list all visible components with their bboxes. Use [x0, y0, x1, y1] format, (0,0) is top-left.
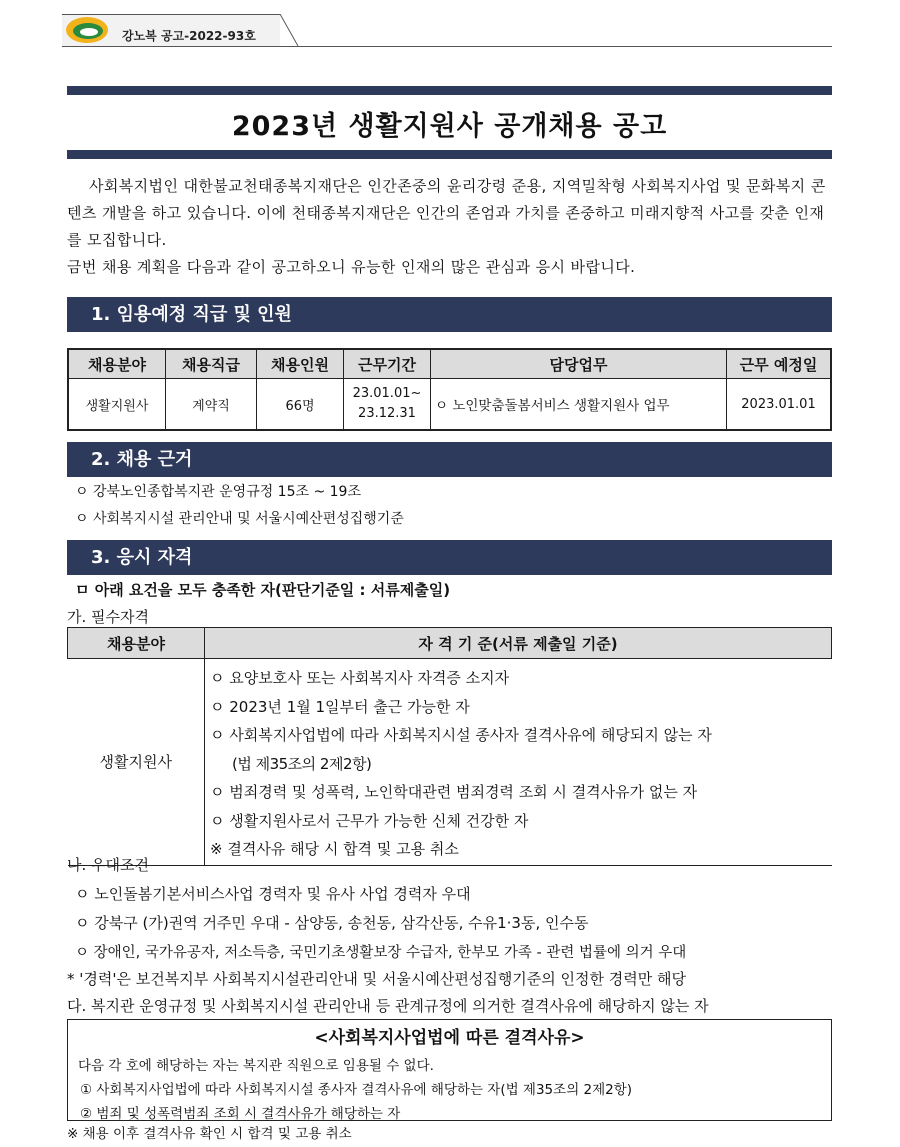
qualification-header-row [68, 628, 832, 659]
intro-paragraph: 사회복지법인 대한불교천태종복지재단은 인간존중의 윤리강령 준용, 지역밀착형 사회복지사업 및 문화복지 콘텐츠 개발을 하고 있습니다. 이에 천태종복지재단은 인간의 존엄과 가치를 존중하고 미래지향적 사고를 갖춘 인재를 모집합니다. [67, 177, 826, 249]
list-item: ㅇ 요양보호사 또는 사회복지사 자격증 소지자 [210, 669, 510, 687]
box-intro: 다음 각 호에 해당하는 자는 복지관 직원으로 임용될 수 없다. [78, 1058, 434, 1074]
col-start-date: 근무 예정일 [727, 349, 832, 379]
box-title: <사회복지사업법에 따른 결격사유> [314, 1028, 585, 1048]
notice-number: 강노복 공고-2022-93호 [122, 29, 256, 43]
cell-start-date: 2023.01.01 [727, 379, 832, 431]
table-row [68, 659, 832, 866]
foundation-logo-icon [64, 14, 110, 46]
col-period: 근무기간 [344, 349, 431, 379]
preference-item-1: ㅇ 노인돌봄기본서비스사업 경력자 및 유사 사업 경력자 우대 [75, 885, 471, 903]
list-item: ※ 결격사유 해당 시 합격 및 고용 취소 [210, 840, 459, 858]
sub-heading-preference: 나. 우대조건 [67, 856, 149, 874]
header-tab-slant [280, 14, 300, 47]
col-count: 채용인원 [257, 349, 344, 379]
box-item-1: ① 사회복지사업법에 따라 사회복지시설 종사자 결격사유에 해당하는 자(법 제35조의 2제2항) [80, 1082, 633, 1098]
table-header-row [68, 349, 831, 379]
list-item: ㅇ 생활지원사로서 근무가 가능한 신체 건강한 자 [210, 811, 529, 830]
qual-cell-criteria [205, 659, 832, 866]
position-table [67, 348, 832, 431]
title-top-bar [67, 86, 832, 95]
qual-cell-field: 생활지원사 [68, 659, 205, 866]
preference-item-3: ㅇ 장애인, 국가유공자, 저소득층, 국민기초생활보장 수급자, 한부모 가족 - 관련 법률에 의거 우대 [75, 945, 687, 961]
criteria-list [206, 660, 831, 864]
table-row [68, 379, 831, 431]
cell-count: 66명 [257, 379, 344, 431]
cell-field: 생활지원사 [68, 379, 166, 431]
col-grade: 채용직급 [166, 349, 257, 379]
title-bottom-bar [67, 150, 832, 159]
basis-item-1: ㅇ 강북노인종합복지관 운영규정 15조 ~ 19조 [75, 484, 361, 500]
list-item: ㅇ 범죄경력 및 성폭력, 노인학대관련 범죄경력 조회 시 결격사유가 없는 자 [210, 783, 698, 801]
section-3-heading: 3. 응시 자격 [67, 540, 832, 575]
header-rule [62, 46, 832, 47]
cell-period [344, 379, 431, 431]
qual-col-criteria: 자 격 기 준(서류 제출일 기준) [205, 628, 832, 659]
list-item: (법 제35조의 2제2항) [232, 754, 372, 773]
sub-heading-required: 가. 필수자격 [67, 608, 149, 626]
col-field: 채용분야 [68, 349, 166, 379]
section-2-heading: 2. 채용 근거 [67, 442, 832, 477]
qualification-condition: ㅁ 아래 요건을 모두 충족한 자(판단기준일 : 서류제출일) [75, 581, 451, 599]
qualification-table [67, 627, 832, 866]
intro-closing: 금번 채용 계획을 다음과 같이 공고하오니 유능한 인재의 많은 관심과 응시 바랍니다. [67, 258, 636, 276]
box-item-2: ② 범죄 및 성폭력범죄 조회 시 결격사유가 해당하는 자 [80, 1106, 401, 1122]
basis-item-2: ㅇ 사회복지시설 관리안내 및 서울시예산편성집행기준 [75, 511, 404, 527]
list-item: ㅇ 2023년 1월 1일부터 출근 가능한 자 [210, 697, 470, 716]
section-1-heading: 1. 임용예정 직급 및 인원 [67, 297, 832, 332]
career-note: * '경력'은 보건복지부 사회복지시설관리안내 및 서울시예산편성집행기준의 인정한 경력만 해당 [67, 970, 687, 988]
list-item: ㅇ 사회복지사업법에 따라 사회복지시설 종사자 결격사유에 해당되지 않는 자 [210, 726, 712, 744]
preference-item-2: ㅇ 강북구 (가)권역 거주민 우대 - 삼양동, 송천동, 삼각산동, 수유1·3동, 인수동 [75, 914, 589, 932]
period-start: 23.01.01~ [352, 386, 422, 401]
disqualification-box [67, 1019, 832, 1121]
page-title: 2023년 생활지원사 공개채용 공고 [231, 111, 668, 142]
qual-col-field: 채용분야 [68, 628, 205, 659]
final-note: ※ 채용 이후 결격사유 확인 시 합격 및 고용 취소 [67, 1126, 352, 1142]
sub-heading-disqualification: 다. 복지관 운영규정 및 사회복지시설 관리안내 등 관계규정에 의거한 결격사유에 해당하지 않는 자 [67, 997, 709, 1015]
cell-grade: 계약직 [166, 379, 257, 431]
period-end: 23.12.31 [358, 406, 416, 421]
col-duty: 담당업무 [431, 349, 727, 379]
cell-duty: ㅇ 노인맞춤돌봄서비스 생활지원사 업무 [431, 379, 727, 431]
